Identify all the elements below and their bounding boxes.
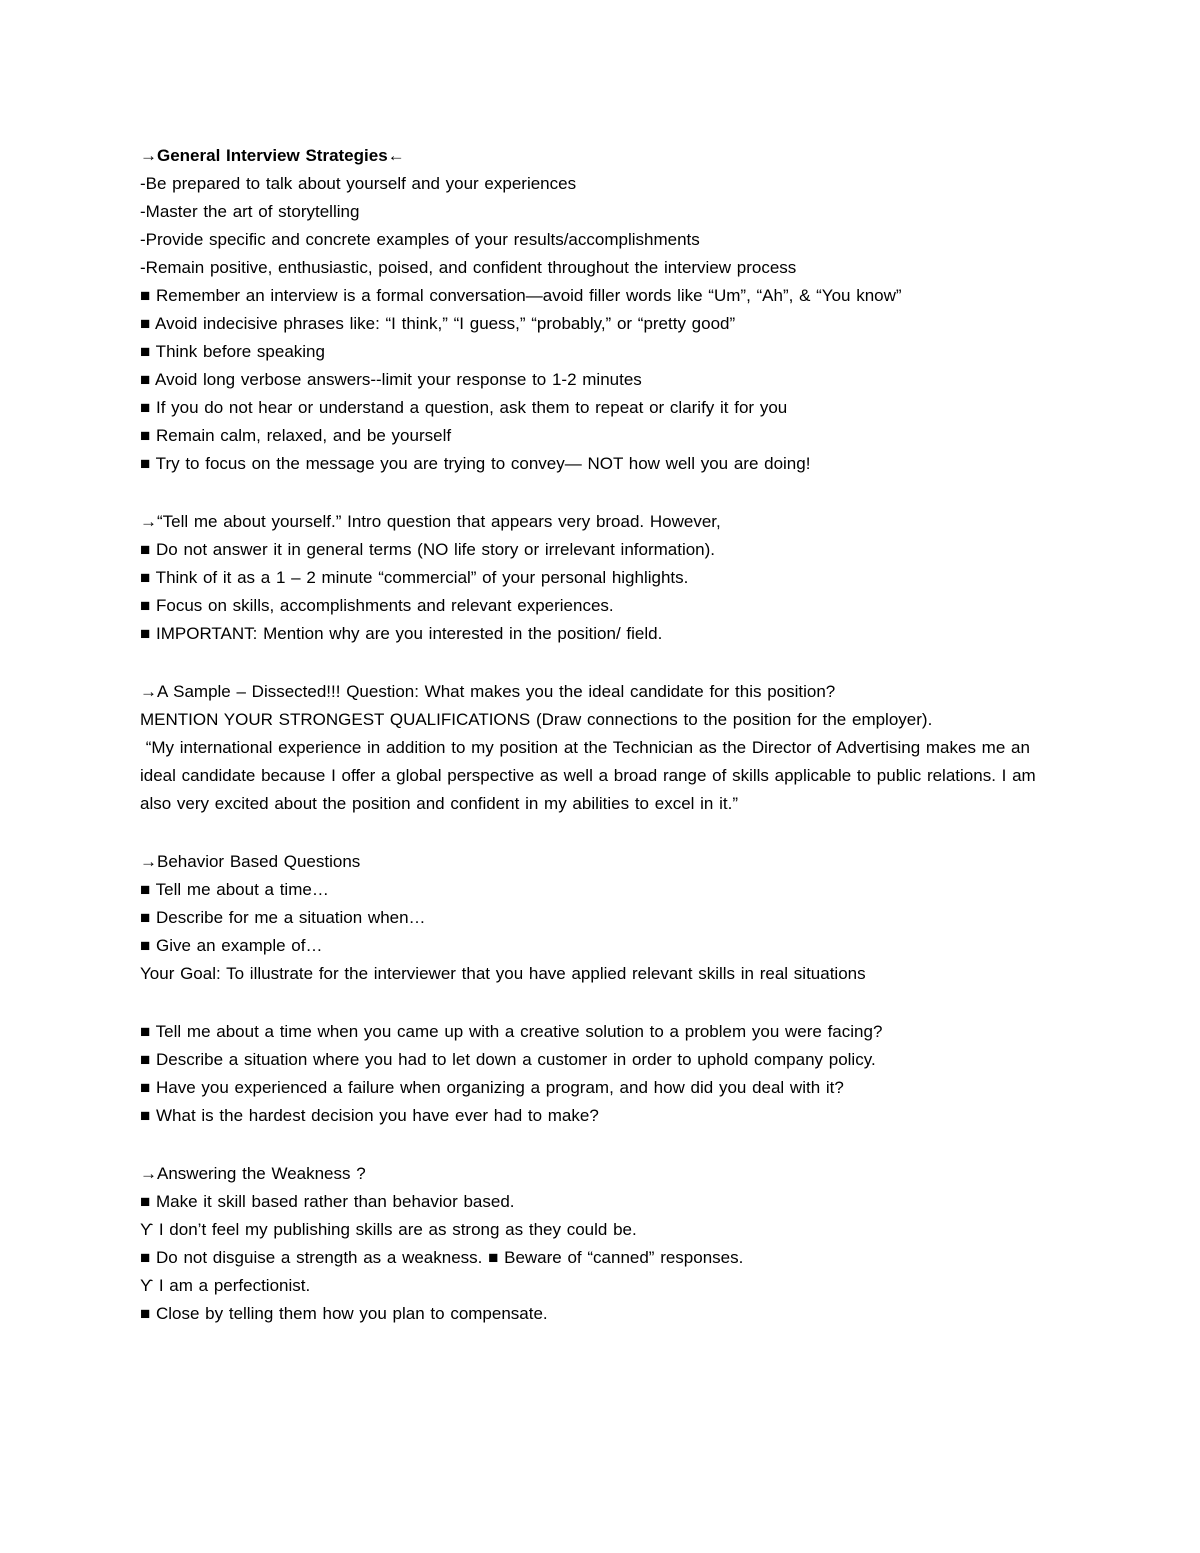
document-line: -Provide specific and concrete examples of your results/accomplishments bbox=[140, 230, 700, 249]
document-line: ■ Do not answer it in general terms (NO life story or irrelevant information). bbox=[140, 540, 716, 559]
document-line: ■ If you do not hear or understand a question, ask them to repeat or clarify it for you bbox=[140, 398, 788, 417]
document-line: -Master the art of storytelling bbox=[140, 202, 360, 221]
section-heading: →Answering the Weakness ? bbox=[140, 1164, 366, 1183]
document-line: ■ Tell me about a time when you came up with a creative solution to a problem you were facing? bbox=[140, 1022, 883, 1041]
paragraph-spacer bbox=[140, 818, 1062, 848]
document-line: ■ Try to focus on the message you are trying to convey— NOT how well you are doing! bbox=[140, 454, 811, 473]
paragraph-spacer bbox=[140, 988, 1062, 1018]
section-heading: →General Interview Strategies← bbox=[140, 146, 405, 165]
document-line: ■ Avoid indecisive phrases like: “I think,” “I guess,” “probably,” or “pretty good” bbox=[140, 314, 736, 333]
paragraph-spacer bbox=[140, 478, 1062, 508]
document-line: ■ Have you experienced a failure when organizing a program, and how did you deal with it? bbox=[140, 1078, 844, 1097]
document-body bbox=[140, 142, 1062, 1328]
document-line: “My international experience in addition to my position at the Technician as the Director of Advertising makes me an ideal candidate because I offer a global perspective as well a broad range of skills applicable to public relations. I am also very excited about the position and confident in my abilities to excel in it.” bbox=[140, 738, 1036, 813]
document-line: ■ Make it skill based rather than behavior based. bbox=[140, 1192, 515, 1211]
document-line: Your Goal: To illustrate for the interviewer that you have applied relevant skills in real situations bbox=[140, 964, 866, 983]
document-line: ϒ I am a perfectionist. bbox=[140, 1276, 311, 1295]
document-line: ■ Close by telling them how you plan to compensate. bbox=[140, 1304, 548, 1323]
document-line: ■ Remain calm, relaxed, and be yourself bbox=[140, 426, 452, 445]
document-line: ϒ I don’t feel my publishing skills are as strong as they could be. bbox=[140, 1220, 637, 1239]
document-line: -Be prepared to talk about yourself and your experiences bbox=[140, 174, 577, 193]
document-line: ■ What is the hardest decision you have ever had to make? bbox=[140, 1106, 599, 1125]
document-line: ■ Describe for me a situation when… bbox=[140, 908, 426, 927]
section-heading: →Behavior Based Questions bbox=[140, 852, 361, 871]
document-line: ■ Remember an interview is a formal conversation—avoid filler words like “Um”, “Ah”, & “You know” bbox=[140, 286, 902, 305]
document-line: -Remain positive, enthusiastic, poised, and confident throughout the interview process bbox=[140, 258, 797, 277]
document-line: ■ Tell me about a time… bbox=[140, 880, 329, 899]
document-line: ■ IMPORTANT: Mention why are you interested in the position/ field. bbox=[140, 624, 663, 643]
paragraph-spacer bbox=[140, 1130, 1062, 1160]
document-line: ■ Think of it as a 1 – 2 minute “commercial” of your personal highlights. bbox=[140, 568, 689, 587]
section-heading: →A Sample – Dissected!!! Question: What makes you the ideal candidate for this position? bbox=[140, 682, 836, 701]
section-heading: →“Tell me about yourself.” Intro question that appears very broad. However, bbox=[140, 512, 721, 531]
document-line: ■ Avoid long verbose answers--limit your response to 1-2 minutes bbox=[140, 370, 642, 389]
document-line: ■ Focus on skills, accomplishments and relevant experiences. bbox=[140, 596, 614, 615]
document-line: ■ Do not disguise a strength as a weakness. ■ Beware of “canned” responses. bbox=[140, 1248, 744, 1267]
paragraph-spacer bbox=[140, 648, 1062, 678]
document-line: ■ Give an example of… bbox=[140, 936, 323, 955]
document-line: ■ Describe a situation where you had to let down a customer in order to uphold company policy. bbox=[140, 1050, 876, 1069]
document-line: MENTION YOUR STRONGEST QUALIFICATIONS (Draw connections to the position for the employer). bbox=[140, 710, 933, 729]
document-line: ■ Think before speaking bbox=[140, 342, 325, 361]
